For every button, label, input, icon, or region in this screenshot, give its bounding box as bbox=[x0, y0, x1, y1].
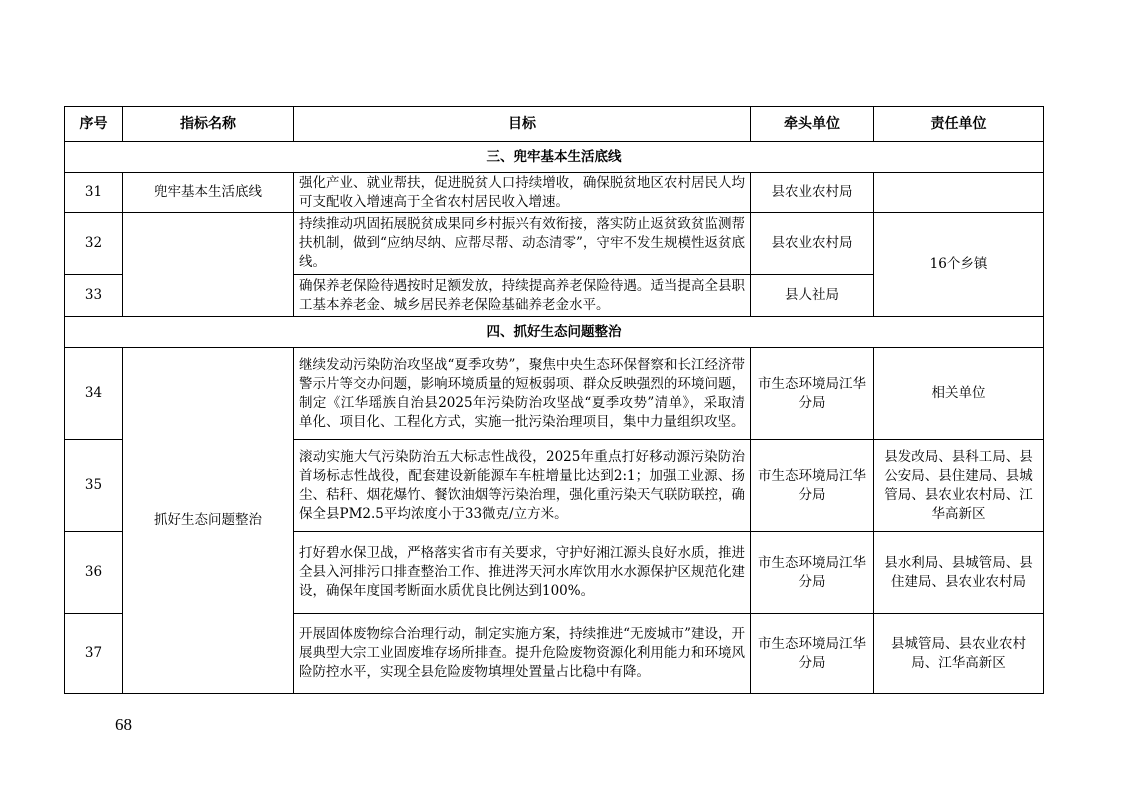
cell-lead-37: 市生态环境局江华分局 bbox=[751, 614, 874, 694]
cell-responsible-37: 县城管局、县农业农村局、江华高新区 bbox=[874, 614, 1044, 694]
section-row-4 bbox=[65, 317, 1044, 348]
cell-responsible-32: 16个乡镇 bbox=[874, 213, 1044, 317]
cell-seq-35: 35 bbox=[65, 440, 123, 532]
table-row-31 bbox=[65, 173, 1044, 213]
table-row-32 bbox=[65, 213, 1044, 275]
cell-goal-31: 强化产业、就业帮扶，促进脱贫人口持续增收，确保脱贫地区农村居民人均可支配收入增速高于全省农村居民收入增速。 bbox=[294, 173, 751, 213]
cell-indicator-31: 兜牢基本生活底线 bbox=[123, 173, 294, 213]
cell-seq-36: 36 bbox=[65, 532, 123, 614]
table-header-row bbox=[65, 107, 1044, 142]
header-seq: 序号 bbox=[65, 107, 123, 142]
header-lead: 牵头单位 bbox=[751, 107, 874, 142]
header-indicator: 指标名称 bbox=[123, 107, 294, 142]
cell-indicator-32-33-empty bbox=[123, 213, 294, 317]
section-title-3: 三、兜牢基本生活底线 bbox=[65, 142, 1044, 173]
cell-responsible-31 bbox=[874, 173, 1044, 213]
cell-goal-35: 滚动实施大气污染防治五大标志性战役，2025年重点打好移动源污染防治首场标志性战役，配套建设新能源车车桩增量比达到2:1；加强工业源、扬尘、秸秆、烟花爆竹、餐饮油烟等污染治理，强化重污染天气联防联控，确保全县PM2.5平均浓度小于33微克/立方米。 bbox=[294, 440, 751, 532]
cell-seq-32: 32 bbox=[65, 213, 123, 275]
cell-goal-36: 打好碧水保卫战，严格落实省市有关要求，守护好湘江源头良好水质，推进全县入河排污口排查整治工作、推进涔天河水库饮用水水源保护区规范化建设，确保年度国考断面水质优良比例达到100%。 bbox=[294, 532, 751, 614]
cell-goal-34: 继续发动污染防治攻坚战“夏季攻势”，聚焦中央生态环保督察和长江经济带警示片等交办问题，影响环境质量的短板弱项、群众反映强烈的环境问题，制定《江华瑶族自治县2025年污染防治攻坚战“夏季攻势”清单》，采取清单化、项目化、工程化方式，实施一批污染治理项目，集中力量组织攻坚。 bbox=[294, 348, 751, 440]
cell-seq-33: 33 bbox=[65, 275, 123, 317]
header-responsible: 责任单位 bbox=[874, 107, 1044, 142]
cell-lead-36: 市生态环境局江华分局 bbox=[751, 532, 874, 614]
section-row-3 bbox=[65, 142, 1044, 173]
cell-seq-31: 31 bbox=[65, 173, 123, 213]
cell-lead-34: 市生态环境局江华分局 bbox=[751, 348, 874, 440]
section-title-4: 四、抓好生态问题整治 bbox=[65, 317, 1044, 348]
cell-lead-35: 市生态环境局江华分局 bbox=[751, 440, 874, 532]
cell-lead-32: 县农业农村局 bbox=[751, 213, 874, 275]
cell-goal-32: 持续推动巩固拓展脱贫成果同乡村振兴有效衔接，落实防止返贫致贫监测帮扶机制，做到“应纳尽纳、应帮尽帮、动态清零”，守牢不发生规模性返贫底线。 bbox=[294, 213, 751, 275]
cell-lead-33: 县人社局 bbox=[751, 275, 874, 317]
cell-seq-37: 37 bbox=[65, 614, 123, 694]
cell-responsible-34: 相关单位 bbox=[874, 348, 1044, 440]
cell-seq-34: 34 bbox=[65, 348, 123, 440]
table-row-34 bbox=[65, 348, 1044, 440]
indicator-table bbox=[64, 106, 1044, 694]
cell-goal-33: 确保养老保险待遇按时足额发放，持续提高养老保险待遇。适当提高全县职工基本养老金、城乡居民养老保险基础养老金水平。 bbox=[294, 275, 751, 317]
header-goal: 目标 bbox=[294, 107, 751, 142]
cell-goal-37: 开展固体废物综合治理行动，制定实施方案，持续推进“无废城市”建设，开展典型大宗工业固废堆存场所排查。提升危险废物资源化利用能力和环境风险防控水平，实现全县危险废物填埋处置量占比稳中有降。 bbox=[294, 614, 751, 694]
cell-lead-31: 县农业农村局 bbox=[751, 173, 874, 213]
cell-indicator-34-37: 抓好生态问题整治 bbox=[123, 348, 294, 694]
cell-responsible-36: 县水利局、县城管局、县住建局、县农业农村局 bbox=[874, 532, 1044, 614]
page-number: 68 bbox=[115, 715, 132, 734]
cell-responsible-35: 县发改局、县科工局、县公安局、县住建局、县城管局、县农业农村局、江华高新区 bbox=[874, 440, 1044, 532]
